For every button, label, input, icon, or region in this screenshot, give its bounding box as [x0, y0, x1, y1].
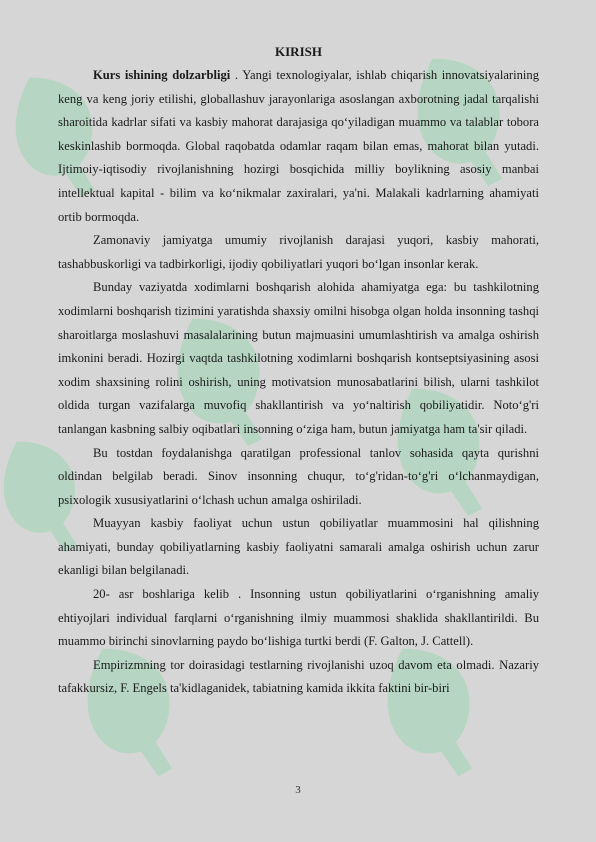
paragraph-text: Empirizmning tor doirasidagi testlarning rivojlanishi uzoq davom eta olmadi. Nazariy tafakkursiz, F. Engels ta'kidlaganidek, tabiatning kamida ikkita faktini bir-biri [58, 657, 539, 696]
paragraph [58, 276, 539, 441]
paragraph-text: Zamonaviy jamiyatga umumiy rivojlanish darajasi yuqori, kasbiy mahorati, tashabbuskorligi va tadbirkorligi, ijodiy qobiliyatlari yuqori bo‘lgan insonlar kerak. [58, 233, 539, 271]
paragraph-text: Bu tostdan foydalanishga qaratilgan professional tanlov sohasida qayta qurishni oldindan belgilab beradi. Sinov insonning chuqur, to‘g'ridan-to‘g'ri o‘lchanmaydigan, psixologik xususiyatlarini o‘lchash uchun amalga oshiriladi. [58, 445, 539, 507]
paragraph-text: 20- asr boshlariga kelib . Insonning ustun qobiliyatlarini o‘rganishning amaliy ehtiyojlari individual farqlarni o‘rganishning ilmiy muammosi shaklida shakllantirildi. Bu muammo birinchi sinovlarning paydo bo‘lishiga turtki berdi (F. Galton, J. Cattell). [58, 587, 539, 649]
paragraph-text: . Yangi texnologiyalar, ishlab chiqarish innovatsiyalarining keng va keng joriy etilishi, globallashuv jarayonlariga asoslangan axborotning jadal tarqalishi sharoitida kadrlar sifati va kasbiy mahorat darajasiga qo‘yiladigan muammo va talablar tobora keskinlashib bormoqda. Global raqobatda odamlar raqam bilan emas, mahorat bilan yutadi. Ijtimoiy-iqtisodiy rivojlanishning hozirgi bosqichida milliy boylikning asosiy manbai intellektual kapital - bilim va ko‘nikmalar zaxiralari, ya'ni. Malakali kadrlarning ahamiyati ortib bormoqda. [58, 68, 539, 224]
paragraph [58, 583, 539, 654]
paragraph-text: Muayyan kasbiy faoliyat uchun ustun qobiliyatlar muammosini hal qilishning ahamiyati, bunday qobiliyatlarning kasbiy faoliyatni samarali amalga oshirish uchun zarur ekanligi bilan belgilanadi. [58, 516, 539, 578]
paragraph-lead: Kurs ishining dolzarbligi [93, 68, 231, 82]
document-body [58, 40, 539, 701]
paragraph [58, 64, 539, 229]
paragraph [58, 654, 539, 701]
paragraph [58, 512, 539, 583]
paragraph [58, 229, 539, 276]
page-title: KIRISH [275, 44, 322, 59]
page-number: 3 [295, 784, 301, 796]
paragraph-text: Bunday vaziyatda xodimlarni boshqarish alohida ahamiyatga ega: bu tashkilotning xodimlarni boshqarish tizimini yaratishda shaxsiy omilni hisobga olgan holda insonning tashqi sharoitlarga moslashuvi masalalarining butun majmuasini umumlashtirish va amalga oshirish imkonini beradi. Hozirgi vaqtda tashkilotning xodimlarni boshqarish kontseptsiyasining asosi xodim shaxsining rolini oshirish, uning motivatsion munosabatlarini bilish, ularni tashkilot oldida turgan vazifalarga muvofiq shakllantirish va yo‘naltirish qobiliyatidir. Noto‘g'ri tanlangan kasbning salbiy oqibatlari insonning o‘ziga ham, butun jamiyatga ham ta'sir qiladi. [58, 280, 539, 436]
paragraph [58, 442, 539, 513]
